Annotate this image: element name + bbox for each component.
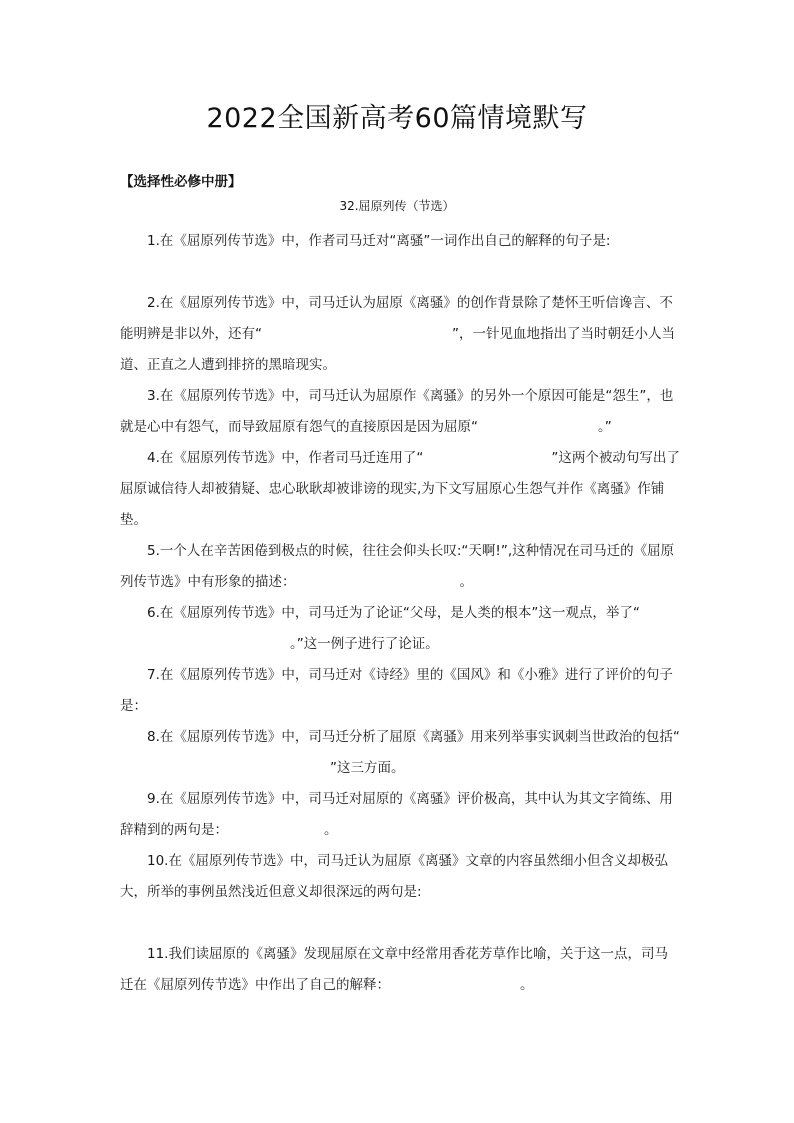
question-7: 7.在《屈原列传节选》中，司马迁对《诗经》里的《国风》和《小雅》进行了评价的句子是： <box>120 667 673 714</box>
section-heading: 【选择性必修中册】 <box>120 174 242 190</box>
question-4: 4.在《屈原列传节选》中，作者司马迁连用了“ ”这两个被动句写出了屈原诚信待人却被猜疑、忠心耿耿却被诽谤的现实,为下文写屈原心生怨气并作《离骚》作铺垫。 <box>120 450 680 528</box>
question-8: 8.在《屈原列传节选》中，司马迁分析了屈原《离骚》用来列举事实讽刺当世政治的包括“”这三方面。 <box>147 729 680 776</box>
question-11: 11.我们读屈原的《离骚》发现屈原在文章中经常用香花芳草作比喻，关于这一点，司马迁在《屈原列传节选》中作出了自己的解释： 。 <box>120 946 668 993</box>
lesson-subtitle: 32.屈原列传（节选） <box>339 199 455 213</box>
question-3: 3.在《屈原列传节选》中，司马迁认为屈原作《离骚》的另外一个原因可能是“怨生”，也就是心中有怨气，而导致屈原有怨气的直接原因是因为屈原“ 。” <box>120 388 674 435</box>
question-9: 9.在《屈原列传节选》中，司马迁对屈原的《离骚》评价极高，其中认为其文字简练、用辞精到的两句是： 。 <box>120 791 673 838</box>
question-6: 6.在《屈原列传节选》中，司马迁为了论证“父母，是人类的根本”这一观点，举了“。”这一例子进行了论证。 <box>147 605 640 652</box>
question-2: 2.在《屈原列传节选》中，司马迁认为屈原《离骚》的创作背景除了楚怀王听信谗言、不能明辨是非以外，还有“ ”，一针见血地指出了当时朝廷小人当道、正直之人遭到排挤的黑暗现实。 <box>120 295 675 373</box>
question-1: 1.在《屈原列传节选》中，作者司马迁对“离骚”一词作出自己的解释的句子是: <box>147 233 611 249</box>
question-5: 5.一个人在辛苦困倦到极点的时候，往往会仰头长叹:“天啊!”,这种情况在司马迁的《屈原列传节选》中有形象的描述： 。 <box>120 543 675 590</box>
page-title: 2022全国新高考60篇情境默写 <box>206 103 588 134</box>
question-10: 10.在《屈原列传节选》中，司马迁认为屈原《离骚》文章的内容虽然细小但含义却极弘大，所举的事例虽然浅近但意义却很深远的两句是: <box>120 853 668 900</box>
